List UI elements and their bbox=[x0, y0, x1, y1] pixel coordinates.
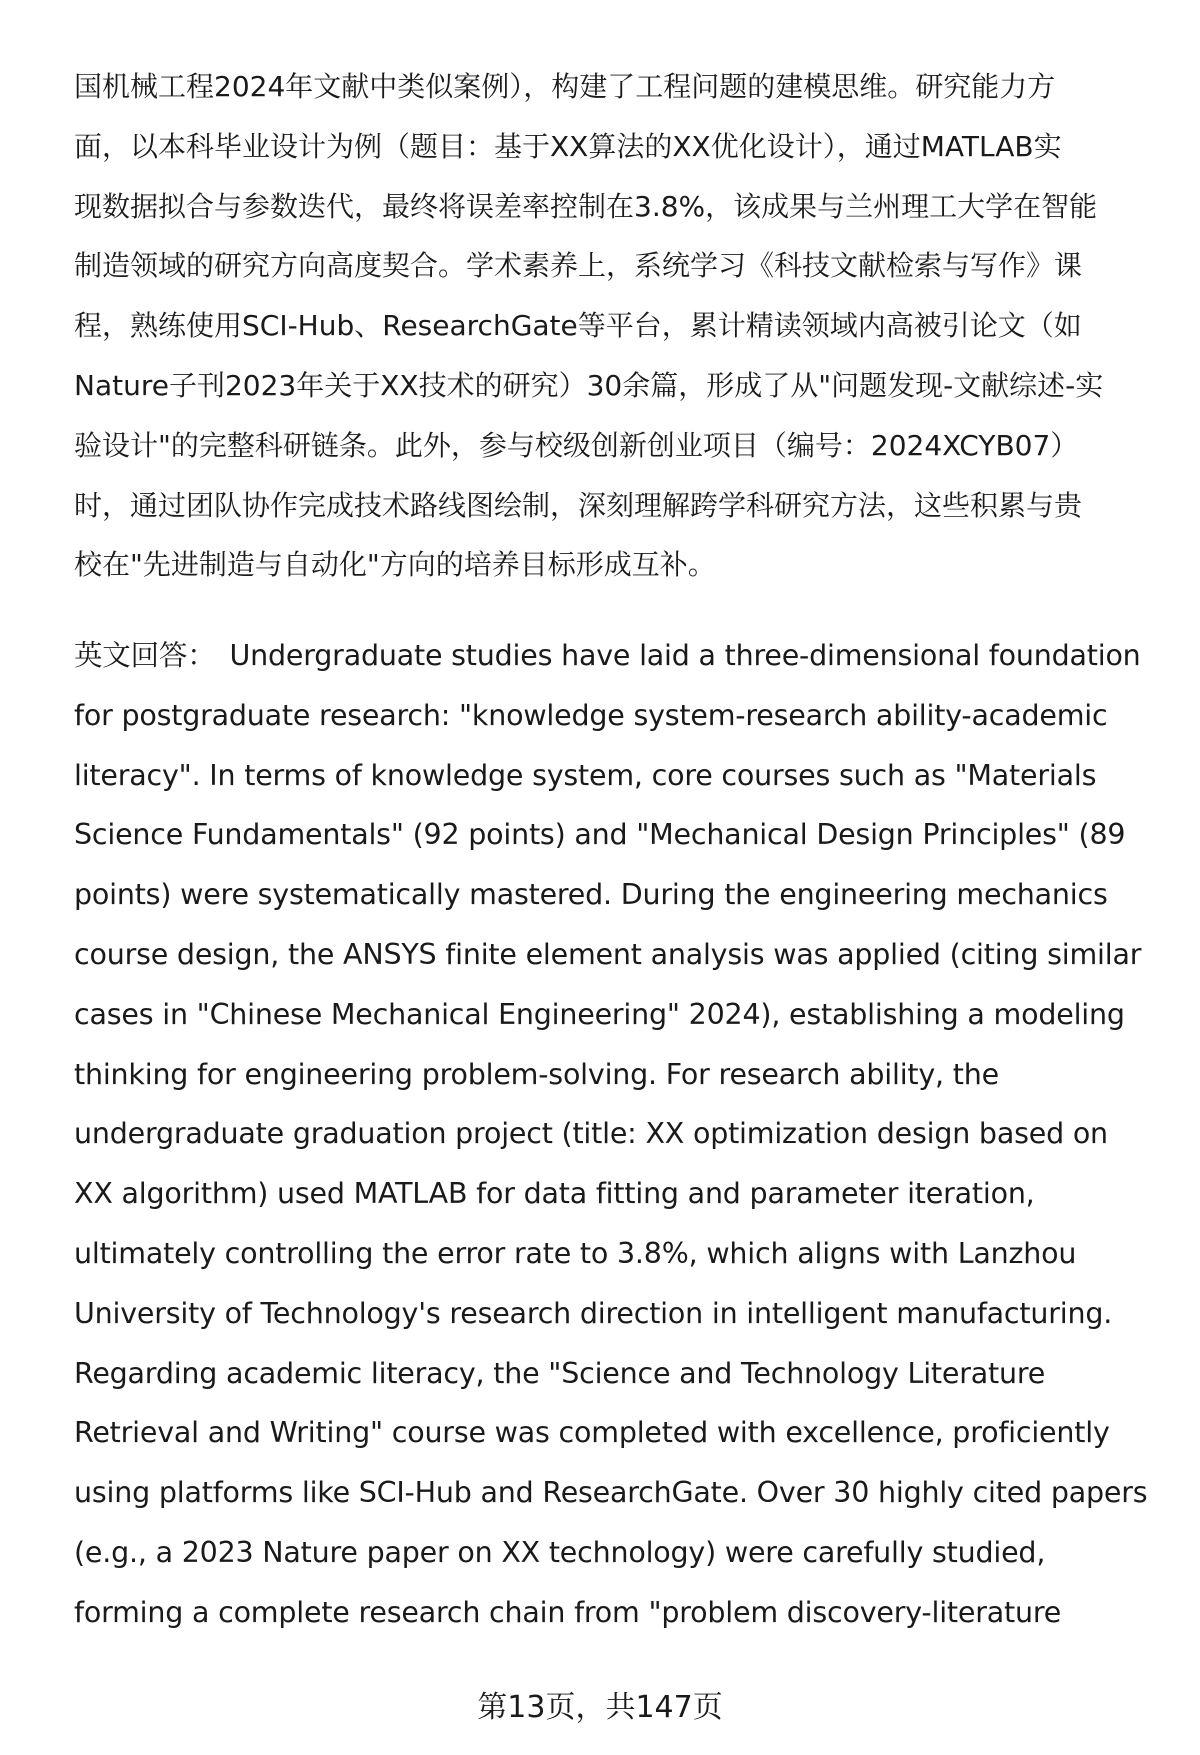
chinese-text-line: 时，通过团队协作完成技术路线图绘制，深刻理解跨学科研究方法，这些积累与贵 bbox=[74, 488, 1083, 522]
chinese-text-line: 验设计"的完整科研链条。此外，参与校级创新创业项目（编号：2024XCYB07） bbox=[74, 428, 1079, 462]
chinese-text-line: Nature子刊2023年关于XX技术的研究）30余篇，形成了从"问题发现-文献综述-实 bbox=[74, 369, 1104, 402]
chinese-text-line: 国机械工程2024年文献中类似案例），构建了工程问题的建模思维。研究能力方 bbox=[74, 70, 1056, 103]
english-text-line: cases in "Chinese Mechanical Engineering" 2024), establishing a modeling bbox=[74, 997, 1125, 1031]
chinese-text-line: 校在"先进制造与自动化"方向的培养目标形成互补。 bbox=[74, 548, 716, 582]
chinese-text-line: 现数据拟合与参数迭代，最终将误差率控制在3.8%，该成果与兰州理工大学在智能 bbox=[74, 189, 1098, 223]
english-text-line: thinking for engineering problem-solving. For research ability, the bbox=[74, 1057, 999, 1091]
english-text-line: course design, the ANSYS finite element analysis was applied (citing similar bbox=[74, 938, 1142, 971]
english-text-line: for postgraduate research: "knowledge system-research ability-academic bbox=[74, 698, 1108, 732]
english-text-line: (e.g., a 2023 Nature paper on XX technology) were carefully studied, bbox=[74, 1536, 1046, 1569]
english-text-line: undergraduate graduation project (title: XX optimization design based on bbox=[74, 1117, 1108, 1151]
english-text-line bbox=[74, 636, 1141, 676]
english-text-line: Science Fundamentals" (92 points) and "Mechanical Design Principles" (89 bbox=[74, 818, 1126, 852]
chinese-text-line: 程，熟练使用SCI-Hub、ResearchGate等平台，累计精读领域内高被引论文（如 bbox=[74, 309, 1082, 343]
english-text-line: Regarding academic literacy, the "Science and Technology Literature bbox=[74, 1356, 1046, 1390]
page-number-footer: 第13页，共147页 bbox=[477, 1690, 723, 1725]
english-text-line: using platforms like SCI-Hub and ResearchGate. Over 30 highly cited papers bbox=[74, 1476, 1148, 1510]
english-text-line: XX algorithm) used MATLAB for data fitting and parameter iteration, bbox=[74, 1177, 1035, 1211]
english-text-line: Retrieval and Writing" course was completed with excellence, proficiently bbox=[74, 1416, 1110, 1450]
english-text-line: forming a complete research chain from "problem discovery-literature bbox=[74, 1595, 1062, 1629]
english-text: Undergraduate studies have laid a three-dimensional foundation bbox=[229, 639, 1141, 672]
english-text-line: University of Technology's research direction in intelligent manufacturing. bbox=[74, 1296, 1113, 1330]
english-text-line: literacy". In terms of knowledge system, core courses such as "Materials bbox=[74, 758, 1097, 792]
chinese-text-line: 制造领域的研究方向高度契合。学术素养上，系统学习《科技文献检索与写作》课 bbox=[74, 249, 1083, 283]
chinese-text-line: 面，以本科毕业设计为例（题目：基于XX算法的XX优化设计），通过MATLAB实 bbox=[74, 129, 1062, 163]
english-text-line: ultimately controlling the error rate to 3.8%, which aligns with Lanzhou bbox=[74, 1237, 1077, 1270]
english-answer-label: 英文回答： bbox=[74, 639, 216, 672]
english-text-line: points) were systematically mastered. During the engineering mechanics bbox=[74, 878, 1108, 912]
